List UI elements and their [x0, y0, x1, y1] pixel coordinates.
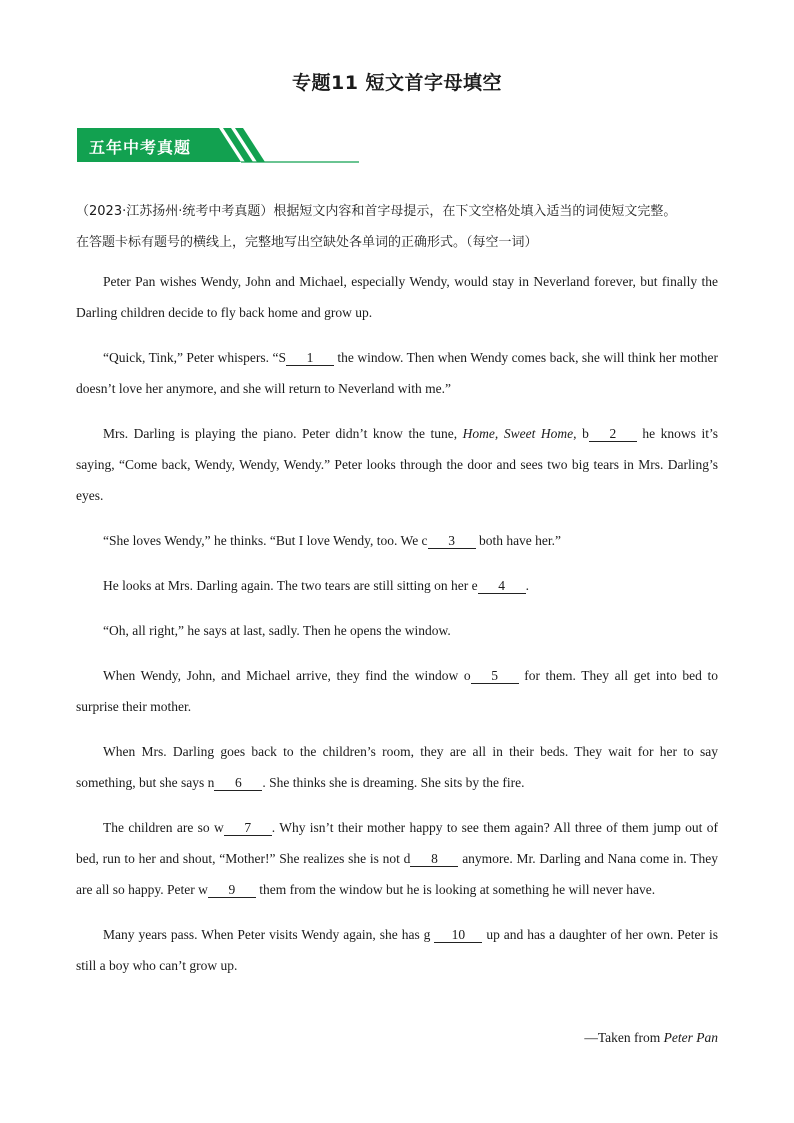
answer-blank-3: 3	[428, 533, 476, 549]
citation-prefix: —Taken from	[584, 1030, 664, 1045]
paragraph-5	[76, 570, 718, 601]
instructions-line: 在答题卡标有题号的横线上，完整地写出空缺处各单词的正确形式。（每空一词）	[76, 235, 538, 250]
answer-blank-9: 9	[208, 882, 256, 898]
text-span: anymore. Mr. Darling and Nana come in. They are all so happy. Peter w	[76, 851, 718, 897]
text-span: Mrs. Darling is playing the piano. Peter didn’t know the tune,	[103, 426, 463, 441]
text-span: , b	[573, 426, 589, 441]
song-title: Home, Sweet Home	[462, 426, 574, 441]
text-span: “Quick, Tink,” Peter whispers. “S	[103, 350, 286, 365]
paragraph-9	[76, 812, 718, 905]
paragraph-7	[76, 660, 718, 722]
answer-blank-2: 2	[589, 426, 637, 442]
source-citation	[584, 1030, 718, 1046]
paragraph-4	[76, 525, 718, 556]
answer-blank-5: 5	[471, 668, 519, 684]
answer-blank-1: 1	[286, 350, 334, 366]
answer-blank-10: 10	[434, 927, 482, 943]
text-span: . Why isn’t their mother happy to see them again? All three of them jump out of bed, run to her and shout, “Mother!” She realizes she is not d	[76, 820, 719, 866]
text-span: them from the window but he is looking at something he will never have.	[255, 882, 656, 897]
paragraph-1: Peter Pan wishes Wendy, John and Michael, especially Wendy, would stay in Neverland forever, but finally the Darling children decide to fly back home and grow up.	[76, 274, 718, 320]
text-span: up and has a daughter of her own. Peter is still a boy who can’t grow up.	[76, 927, 718, 973]
text-span: When Mrs. Darling goes back to the children’s room, they are all in their beds. They wait for her to say something, but she says n	[76, 744, 718, 790]
answer-blank-4: 4	[478, 578, 526, 594]
text-span: the window. Then when Wendy comes back, she will think her mother doesn’t love her anymore, and she will return to Neverland with me.”	[76, 350, 718, 396]
text-span: “She loves Wendy,” he thinks. “But I love Wendy, too. We c	[103, 533, 428, 548]
text-span: He looks at Mrs. Darling again. The two tears are still sitting on her e	[103, 578, 478, 593]
section-banner	[77, 128, 362, 164]
instructions	[76, 196, 720, 258]
text-span: . She thinks she is dreaming. She sits by the fire.	[262, 775, 525, 790]
answer-blank-7: 7	[224, 820, 272, 836]
reading-passage	[76, 266, 718, 995]
paragraph-8	[76, 736, 718, 798]
paragraph-3	[76, 418, 718, 511]
text-span: for them. They all get into bed to surprise their mother.	[76, 668, 718, 714]
text-span: .	[525, 578, 530, 593]
paragraph-10	[76, 919, 718, 981]
answer-blank-8: 8	[410, 851, 458, 867]
paragraph-6: “Oh, all right,” he says at last, sadly. Then he opens the window.	[103, 623, 451, 638]
paragraph-2	[76, 342, 718, 404]
text-span: Many years pass. When Peter visits Wendy again, she has g	[103, 927, 435, 942]
text-span: The children are so w	[103, 820, 224, 835]
book-title: Peter Pan	[663, 1030, 718, 1045]
banner-label: 五年中考真题	[89, 138, 192, 157]
page-title: 专题11 短文首字母填空	[291, 72, 503, 94]
text-span: When Wendy, John, and Michael arrive, they find the window o	[103, 668, 471, 683]
answer-blank-6: 6	[214, 775, 262, 791]
text-span: he knows it’s saying, “Come back, Wendy, Wendy, Wendy.” Peter looks through the door and sees two big tears in Mrs. Darling’s eyes.	[76, 426, 718, 503]
instructions-line: （2023·江苏扬州·统考中考真题）根据短文内容和首字母提示，在下文空格处填入适当的词使短文完整。	[76, 204, 677, 219]
text-span: both have her.”	[475, 533, 562, 548]
